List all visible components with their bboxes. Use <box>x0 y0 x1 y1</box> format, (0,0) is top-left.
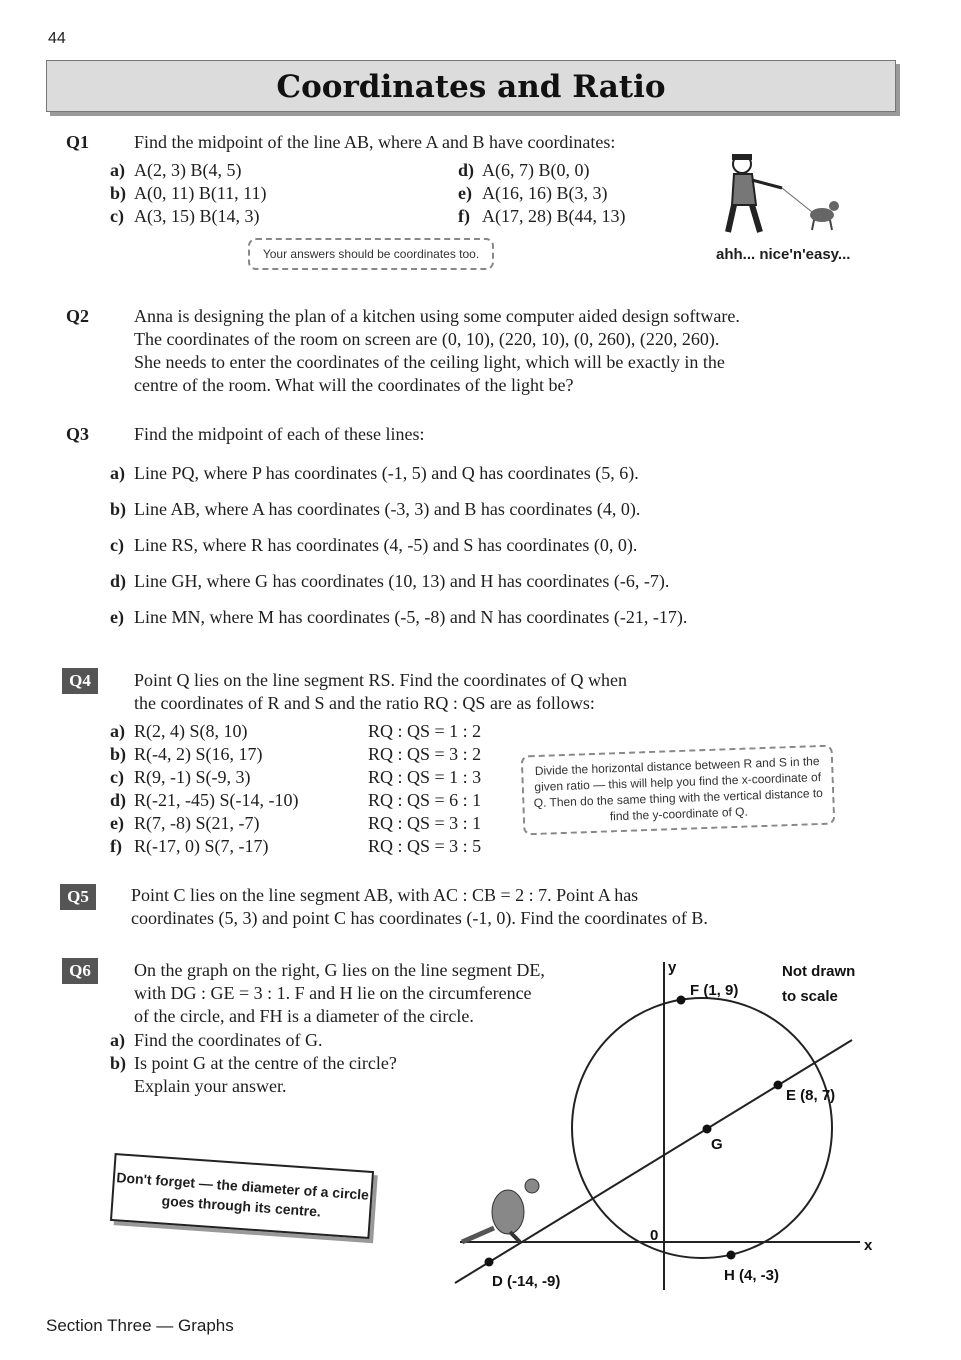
q5-label: Q5 <box>60 884 96 910</box>
point-e <box>774 1081 783 1090</box>
not-to-scale-note: Not drawn <box>782 963 856 980</box>
q2-line: centre of the room. What will the coordinates of the light be? <box>134 375 574 395</box>
q4-ratio: RQ : QS = 3 : 2 <box>368 744 482 764</box>
cartoon-man-walking-dog-icon <box>712 150 842 240</box>
q6-item: Explain your answer. <box>134 1076 287 1096</box>
footer-section: Section Three — Graphs <box>46 1316 234 1335</box>
line-de <box>455 1040 852 1283</box>
q6-item: a) Find the coordinates of G. <box>110 1030 323 1050</box>
q4-ratio: RQ : QS = 6 : 1 <box>368 790 482 810</box>
point-e-label: E (8, 7) <box>786 1087 836 1104</box>
x-axis-label: x <box>864 1237 873 1254</box>
sticky-note-reminder: Don't forget — the diameter of a circle goes through its centre. <box>110 1153 374 1239</box>
circle <box>572 998 832 1258</box>
point-g-label: G <box>711 1136 723 1153</box>
q1-item: a) A(2, 3) B(4, 5) <box>110 160 242 180</box>
q6-line: On the graph on the right, G lies on the line segment DE, <box>134 960 545 980</box>
q6-graph <box>440 950 900 1300</box>
q1-item: f) A(17, 28) B(44, 13) <box>458 206 626 226</box>
q4-ratio: RQ : QS = 1 : 3 <box>368 767 482 787</box>
page-number: 44 <box>48 30 66 47</box>
q4-item: c) R(9, -1) S(-9, 3) <box>110 767 251 787</box>
not-to-scale-note: to scale <box>782 988 838 1005</box>
q4-item: f) R(-17, 0) S(7, -17) <box>110 836 269 856</box>
q4-item: d) R(-21, -45) S(-14, -10) <box>110 790 299 810</box>
q6-line: with DG : GE = 3 : 1. F and H lie on the circumference <box>134 983 532 1003</box>
q6-item: b) Is point G at the centre of the circle? <box>110 1053 397 1073</box>
q4-label: Q4 <box>62 668 98 694</box>
q3-item: d) Line GH, where G has coordinates (10, 13) and H has coordinates (-6, -7). <box>110 571 670 591</box>
q4-ratio: RQ : QS = 1 : 2 <box>368 721 482 741</box>
q3-item: e) Line MN, where M has coordinates (-5, -8) and N has coordinates (-21, -17). <box>110 607 688 627</box>
q3-text: Find the midpoint of each of these lines: <box>134 424 425 444</box>
q3-item: b) Line AB, where A has coordinates (-3, 3) and B has coordinates (4, 0). <box>110 499 641 519</box>
q4-item: a) R(2, 4) S(8, 10) <box>110 721 248 741</box>
q4-ratio: RQ : QS = 3 : 5 <box>368 836 482 856</box>
q6-label: Q6 <box>62 958 98 984</box>
q4-ratio: RQ : QS = 3 : 1 <box>368 813 482 833</box>
q3-item: c) Line RS, where R has coordinates (4, -5) and S has coordinates (0, 0). <box>110 535 638 555</box>
q2-label: Q2 <box>66 306 90 326</box>
point-h <box>727 1251 736 1260</box>
q4-line: the coordinates of R and S and the ratio RQ : QS are as follows: <box>134 693 595 713</box>
q1-label: Q1 <box>66 132 90 152</box>
q1-item: e) A(16, 16) B(3, 3) <box>458 183 608 203</box>
point-f-label: F (1, 9) <box>690 982 739 999</box>
cartoon-caption: ahh... nice'n'easy... <box>716 246 851 263</box>
point-d <box>485 1258 494 1267</box>
q2-line: Anna is designing the plan of a kitchen using some computer aided design software. <box>134 306 740 326</box>
q4-item: e) R(7, -8) S(21, -7) <box>110 813 260 833</box>
point-h-label: H (4, -3) <box>724 1267 780 1284</box>
q1-item: b) A(0, 11) B(11, 11) <box>110 183 267 203</box>
y-axis-label: y <box>668 959 677 976</box>
q4-item: b) R(-4, 2) S(16, 17) <box>110 744 263 764</box>
point-d-label: D (-14, -9) <box>492 1273 561 1290</box>
q1-text: Find the midpoint of the line AB, where A and B have coordinates: <box>134 132 616 152</box>
q6-line: of the circle, and FH is a diameter of the circle. <box>134 1006 474 1026</box>
q5-line: Point C lies on the line segment AB, with AC : CB = 2 : 7. Point A has <box>131 885 639 905</box>
page-title: Coordinates and Ratio <box>276 69 666 105</box>
q3-item: a) Line PQ, where P has coordinates (-1, 5) and Q has coordinates (5, 6). <box>110 463 639 483</box>
kangaroo-icon <box>462 1179 539 1242</box>
q3-label: Q3 <box>66 424 90 444</box>
q2-line: She needs to enter the coordinates of the ceiling light, which will be exactly in the <box>134 352 725 372</box>
q1-item: d) A(6, 7) B(0, 0) <box>458 160 590 180</box>
q4-hint-note: Divide the horizontal distance between R and S in the given ratio — this will help you find the x-coordinate of Q. Then do the same thing with the vertical distance to find the y-coordinate of Q. <box>521 745 836 836</box>
q2-line: The coordinates of the room on screen are (0, 10), (220, 10), (0, 260), (220, 260). <box>134 329 720 349</box>
q1-item: c) A(3, 15) B(14, 3) <box>110 206 260 226</box>
point-f <box>677 996 686 1005</box>
q5-line: coordinates (5, 3) and point C has coordinates (-1, 0). Find the coordinates of B. <box>131 908 708 928</box>
point-g <box>703 1125 712 1134</box>
q1-hint-note: Your answers should be coordinates too. <box>248 238 494 270</box>
origin-label: 0 <box>650 1227 659 1244</box>
q4-line: Point Q lies on the line segment RS. Find the coordinates of Q when <box>134 670 627 690</box>
title-banner <box>46 60 896 112</box>
